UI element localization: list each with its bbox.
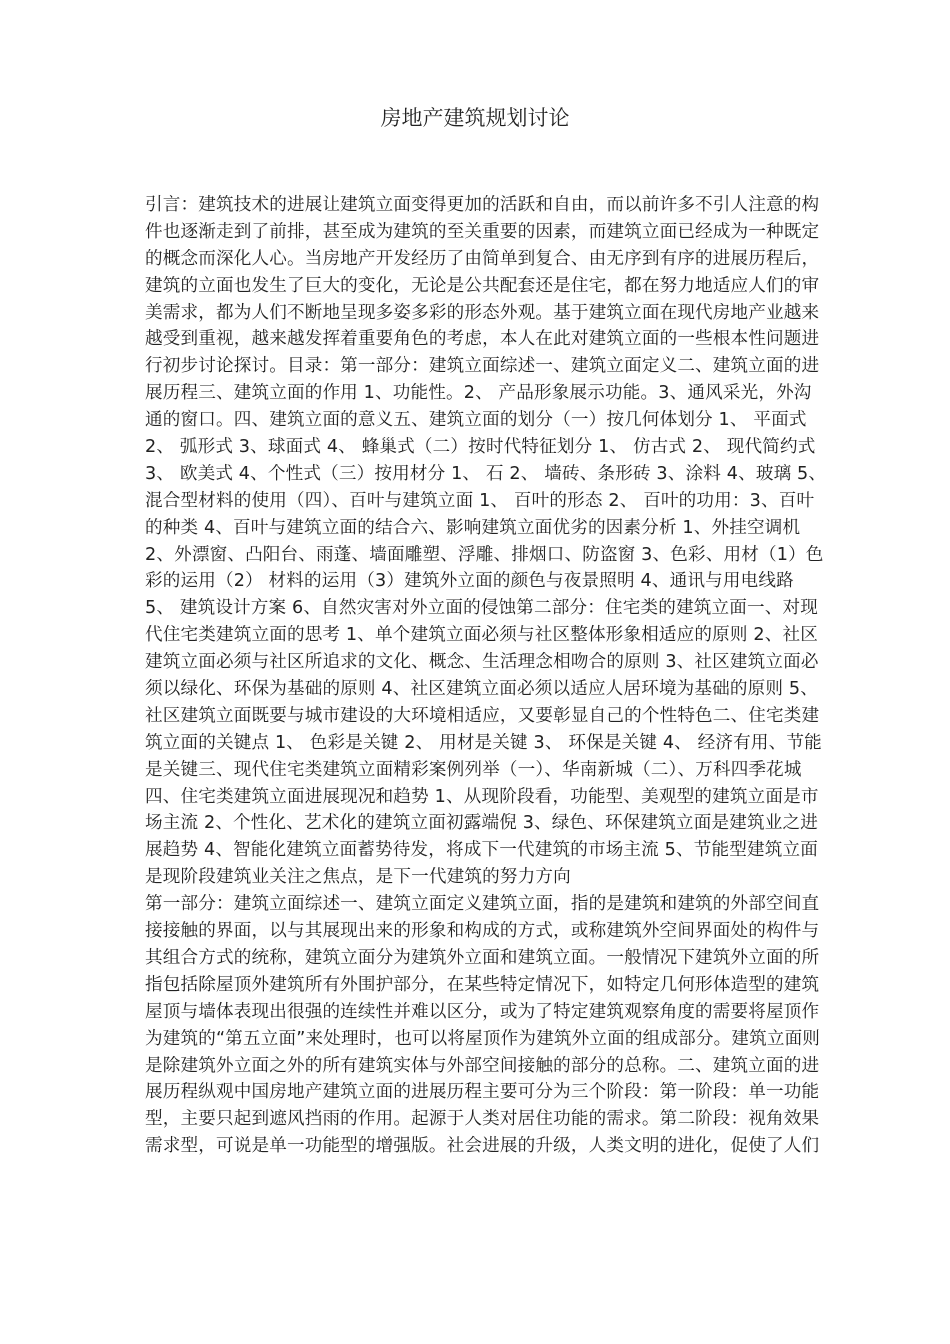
body-text-line: 件也逐渐走到了前排，甚至成为建筑的至关重要的因素，而建筑立面已经成为一种既定: [145, 221, 820, 242]
body-text-line: 代住宅类建筑立面的思考 1、单个建筑立面必须与社区整体形象相适应的原则 2、社区: [145, 625, 818, 646]
body-text-line: 指包括除屋顶外建筑所有外围护部分，在某些特定情况下，如特定几何形体造型的建筑: [145, 974, 820, 995]
body-text-line: 四、住宅类建筑立面进展现况和趋势 1、从现阶段看，功能型、美观型的建筑立面是市: [145, 786, 819, 807]
body-text-line: 是关键三、现代住宅类建筑立面精彩案例列举（一）、华南新城（二）、万科四季花城: [145, 759, 802, 780]
body-text-line: 2、外漂窗、凸阳台、雨蓬、墙面雕塑、浮雕、排烟口、防盗窗 3、色彩、用材（1）色: [145, 544, 824, 565]
document-title: 房地产建筑规划讨论: [380, 106, 570, 130]
body-text-line: 是现阶段建筑业关注之焦点，是下一代建筑的努力方向: [145, 867, 571, 888]
body-text-line: 的种类 4、百叶与建筑立面的结合六、影响建筑立面优劣的因素分析 1、外挂空调机: [145, 517, 801, 538]
body-text-line: 展历程三、建筑立面的作用 1、功能性。2、 产品形象展示功能。3、通风采光，外沟: [145, 383, 812, 404]
body-text-line: 的概念而深化人心。当房地产开发经历了由简单到复合、由无序到有序的进展历程后，: [145, 248, 820, 269]
body-text-line: 型，主要只起到遮风挡雨的作用。起源于人类对居住功能的需求。第二阶段：视角效果: [145, 1109, 820, 1130]
document-body: [145, 192, 873, 1160]
body-text-line: 彩的运用（2） 材料的运用（3）建筑外立面的颜色与夜景照明 4、通讯与用电线路: [145, 571, 794, 592]
body-text-line: 2、 弧形式 3、球面式 4、 蜂巢式（二）按时代特征划分 1、 仿古式 2、 现代简约式: [145, 437, 816, 458]
body-text-line: 通的窗口。四、建筑立面的意义五、建筑立面的划分（一）按几何体划分 1、 平面式: [145, 410, 807, 431]
body-text-line: 筑立面的关键点 1、 色彩是关键 2、 用材是关键 3、 环保是关键 4、 经济有用、节能: [145, 732, 822, 753]
body-text-line: 行初步讨论探讨。目录：第一部分：建筑立面综述一、建筑立面定义二、建筑立面的进: [145, 356, 820, 377]
body-text-line: 其组合方式的统称，建筑立面分为建筑外立面和建筑立面。一般情况下建筑外立面的所: [145, 947, 820, 968]
body-text-line: 3、 欧美式 4、个性式（三）按用材分 1、 石 2、 墙砖、条形砖 3、涂料 4、玻璃 5、: [145, 463, 827, 484]
body-text-line: 社区建筑立面既要与城市建设的大环境相适应，又要彰显自己的个性特色二、住宅类建: [145, 705, 820, 726]
body-text-line: 混合型材料的使用（四）、百叶与建筑立面 1、 百叶的形态 2、 百叶的功用：3、百叶: [145, 490, 815, 511]
body-text-line: 第一部分：建筑立面综述一、建筑立面定义建筑立面，指的是建筑和建筑的外部空间直: [145, 894, 820, 915]
body-text-line: 建筑的立面也发生了巨大的变化，无论是公共配套还是住宅，都在努力地适应人们的审: [145, 275, 820, 296]
body-text-line: 须以绿化、环保为基础的原则 4、社区建筑立面必须以适应人居环境为基础的原则 5、: [145, 679, 818, 700]
body-text-line: 建筑立面必须与社区所追求的文化、概念、生活理念相吻合的原则 3、社区建筑立面必: [145, 652, 819, 673]
body-text-line: 美需求，都为人们不断地呈现多姿多彩的形态外观。基于建筑立面在现代房地产业越来: [145, 302, 820, 323]
body-text-line: 展趋势 4、智能化建筑立面蓄势待发，将成下一代建筑的市场主流 5、节能型建筑立面: [145, 840, 818, 861]
body-text-line: 接接触的界面，以与其展现出来的形象和构成的方式，或称建筑外空间界面处的构件与: [145, 921, 820, 942]
body-text-line: 需求型，可说是单一功能型的增强版。社会进展的升级，人类文明的进化，促使了人们: [145, 1136, 820, 1157]
body-text-line: 场主流 2、个性化、艺术化的建筑立面初露端倪 3、绿色、环保建筑立面是建筑业之进: [145, 813, 818, 834]
body-text-line: 是除建筑外立面之外的所有建筑实体与外部空间接触的部分的总称。二、建筑立面的进: [145, 1055, 820, 1076]
body-text-line: 展历程纵观中国房地产建筑立面的进展历程主要可分为三个阶段：第一阶段：单一功能: [145, 1082, 820, 1103]
body-text-line: 屋顶与墙体表现出很强的连续性并难以区分，或为了特定建筑观察角度的需要将屋顶作: [145, 1001, 820, 1022]
body-text-line: 为建筑的“第五立面”来处理时，也可以将屋顶作为建筑外立面的组成部分。建筑立面则: [145, 1028, 821, 1049]
body-text-line: 越受到重视，越来越发挥着重要角色的考虑，本人在此对建筑立面的一些根本性问题进: [145, 329, 820, 350]
body-text-line: 5、 建筑设计方案 6、自然灾害对外立面的侵蚀第二部分：住宅类的建筑立面一、对现: [145, 598, 818, 619]
body-text-line: 引言：建筑技术的进展让建筑立面变得更加的活跃和自由，而以前许多不引人注意的构: [145, 195, 820, 215]
